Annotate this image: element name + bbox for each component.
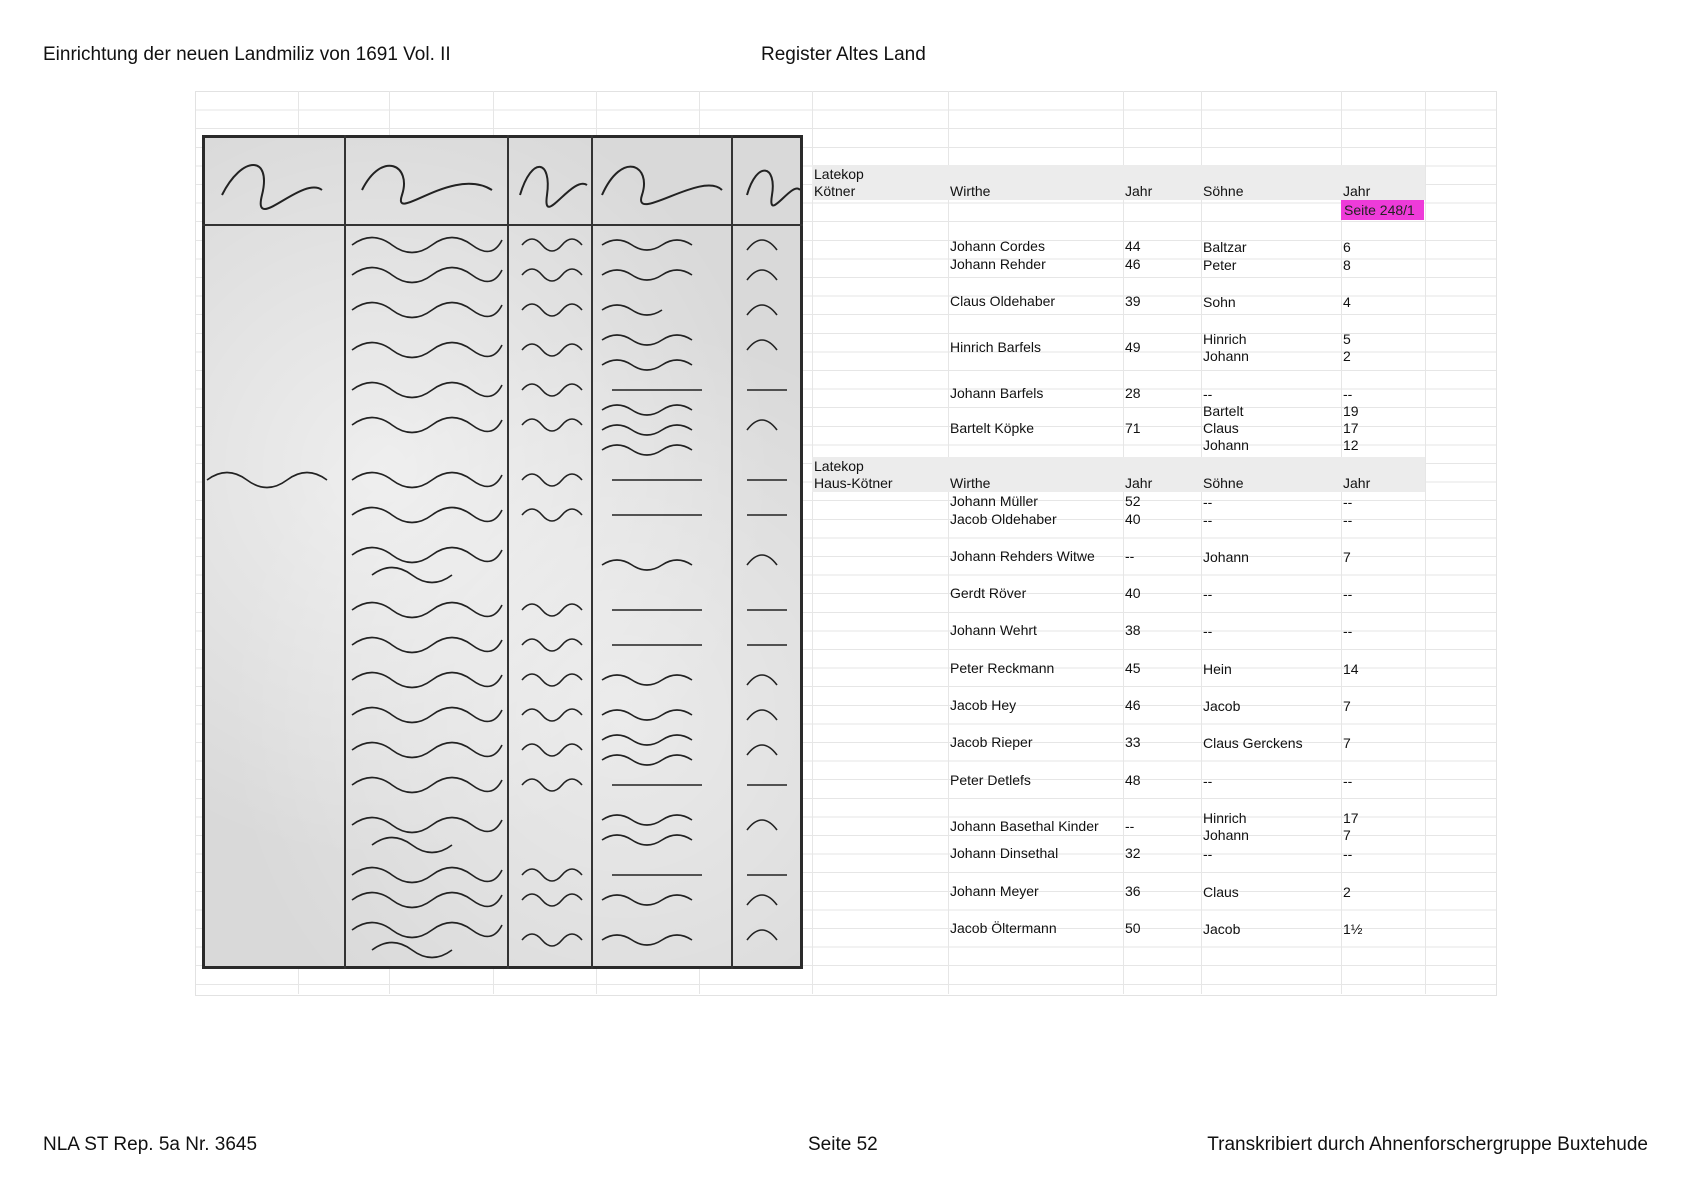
sons-ages: 4	[1343, 294, 1351, 310]
sons-names: --	[1203, 512, 1213, 528]
wirth-age: 39	[1125, 293, 1141, 309]
wirth-age: 40	[1125, 585, 1141, 601]
column-header-jahr: Jahr	[1125, 475, 1153, 491]
column-header-soehne: Söhne	[1203, 183, 1244, 199]
wirth-age: 28	[1125, 385, 1141, 401]
wirth-age: 50	[1125, 920, 1141, 936]
wirth-name: Jacob Oldehaber	[950, 511, 1057, 527]
sons-names: --	[1203, 773, 1213, 789]
sons-ages: 14	[1343, 661, 1359, 677]
wirth-age: 71	[1125, 420, 1141, 436]
wirth-name: Johann Cordes	[950, 238, 1045, 254]
wirth-age: 46	[1125, 256, 1141, 272]
wirth-name: Jacob Öltermann	[950, 920, 1057, 936]
sons-names: Sohn	[1203, 294, 1236, 310]
sons-ages: 1½	[1343, 921, 1363, 937]
column-header-jahr: Jahr	[1125, 183, 1153, 199]
wirth-age: 36	[1125, 883, 1141, 899]
sons-ages: --	[1343, 773, 1353, 789]
wirth-age: 52	[1125, 493, 1141, 509]
wirth-age: 48	[1125, 772, 1141, 788]
sons-ages: 8	[1343, 257, 1351, 273]
grid-column-line	[1341, 91, 1342, 994]
grid-column-line	[1425, 91, 1426, 994]
column-header-sohn-jahr: Jahr	[1343, 183, 1371, 199]
wirth-age: 32	[1125, 845, 1141, 861]
sons-ages: 19 17 12	[1343, 403, 1359, 453]
sons-names: Claus	[1203, 884, 1239, 900]
wirth-name: Johann Dinsethal	[950, 845, 1059, 861]
sons-ages: --	[1343, 846, 1353, 862]
wirth-name: Johann Müller	[950, 493, 1038, 509]
grid-column-line	[948, 91, 949, 994]
sons-ages: 5 2	[1343, 331, 1351, 364]
header-register-title: Register Altes Land	[761, 44, 926, 65]
wirth-name: Johann Barfels	[950, 385, 1044, 401]
section-place: Latekop	[814, 458, 864, 474]
wirth-name: Johann Wehrt	[950, 622, 1037, 638]
wirth-name: Peter Reckmann	[950, 660, 1055, 676]
sons-names: Baltzar	[1203, 239, 1247, 255]
footer-archive-reference: NLA ST Rep. 5a Nr. 3645	[43, 1134, 258, 1155]
wirth-name: Johann Basethal Kinder	[950, 818, 1099, 834]
sons-names: Claus Gerckens	[1203, 735, 1303, 751]
section-category: Kötner	[814, 183, 856, 199]
wirth-age: 49	[1125, 339, 1141, 355]
sons-names: --	[1203, 623, 1213, 639]
header-title: Einrichtung der neuen Landmiliz von 1691 Vol. II	[43, 44, 451, 65]
grid-column-line	[812, 91, 813, 994]
footer-page-number: Seite 52	[808, 1134, 878, 1155]
grid-column-line	[1123, 91, 1124, 994]
footer-credit: Transkribiert durch Ahnenforschergruppe Buxtehude	[1207, 1134, 1648, 1155]
sons-ages: --	[1343, 494, 1353, 510]
sons-names: --	[1203, 586, 1213, 602]
wirth-name: Johann Rehder	[950, 256, 1046, 272]
sons-names: --	[1203, 494, 1213, 510]
sons-names: --	[1203, 846, 1213, 862]
wirth-age: 46	[1125, 697, 1141, 713]
wirth-age: 45	[1125, 660, 1141, 676]
sons-names: Jacob	[1203, 921, 1241, 937]
wirth-age: 44	[1125, 238, 1141, 254]
wirth-name: Bartelt Köpke	[950, 420, 1035, 436]
sons-names: Jacob	[1203, 698, 1241, 714]
wirth-age: 33	[1125, 734, 1141, 750]
sons-ages: --	[1343, 386, 1353, 402]
wirth-name: Johann Rehders Witwe	[950, 548, 1095, 564]
wirth-age: --	[1125, 548, 1135, 564]
column-header-wirthe: Wirthe	[950, 183, 991, 199]
sons-names: Hein	[1203, 661, 1232, 677]
wirth-name: Jacob Hey	[950, 697, 1017, 713]
column-header-soehne: Söhne	[1203, 475, 1244, 491]
scan-handwriting-drawing	[202, 135, 803, 969]
sons-names: Bartelt Claus Johann	[1203, 403, 1249, 453]
sons-names: Hinrich Johann	[1203, 810, 1249, 843]
section-header-band	[812, 165, 1425, 200]
section-category: Haus-Kötner	[814, 475, 893, 491]
handwritten-register-scan	[202, 135, 803, 969]
wirth-name: Claus Oldehaber	[950, 293, 1056, 309]
sons-ages: 7	[1343, 735, 1351, 751]
sons-names: Peter	[1203, 257, 1237, 273]
sons-ages: 7	[1343, 698, 1351, 714]
wirth-name: Hinrich Barfels	[950, 339, 1042, 355]
column-header-sohn-jahr: Jahr	[1343, 475, 1371, 491]
sons-ages: --	[1343, 586, 1353, 602]
sons-names: Johann	[1203, 549, 1249, 565]
sons-ages: 6	[1343, 239, 1351, 255]
sons-ages: 2	[1343, 884, 1351, 900]
sons-names: --	[1203, 386, 1213, 402]
section-header-band	[812, 457, 1425, 492]
wirth-age: 40	[1125, 511, 1141, 527]
sons-ages: --	[1343, 512, 1353, 528]
sons-names: Hinrich Johann	[1203, 331, 1249, 364]
grid-column-line	[1201, 91, 1202, 994]
section-place: Latekop	[814, 166, 864, 182]
wirth-age: 38	[1125, 622, 1141, 638]
sons-ages: 7	[1343, 549, 1351, 565]
sons-ages: --	[1343, 623, 1353, 639]
wirth-name: Johann Meyer	[950, 883, 1039, 899]
wirth-name: Jacob Rieper	[950, 734, 1033, 750]
wirth-name: Peter Detlefs	[950, 772, 1031, 788]
wirth-name: Gerdt Röver	[950, 585, 1027, 601]
page-reference-badge: Seite 248/1	[1341, 200, 1424, 220]
column-header-wirthe: Wirthe	[950, 475, 991, 491]
sons-ages: 17 7	[1343, 810, 1359, 843]
wirth-age: --	[1125, 818, 1135, 834]
